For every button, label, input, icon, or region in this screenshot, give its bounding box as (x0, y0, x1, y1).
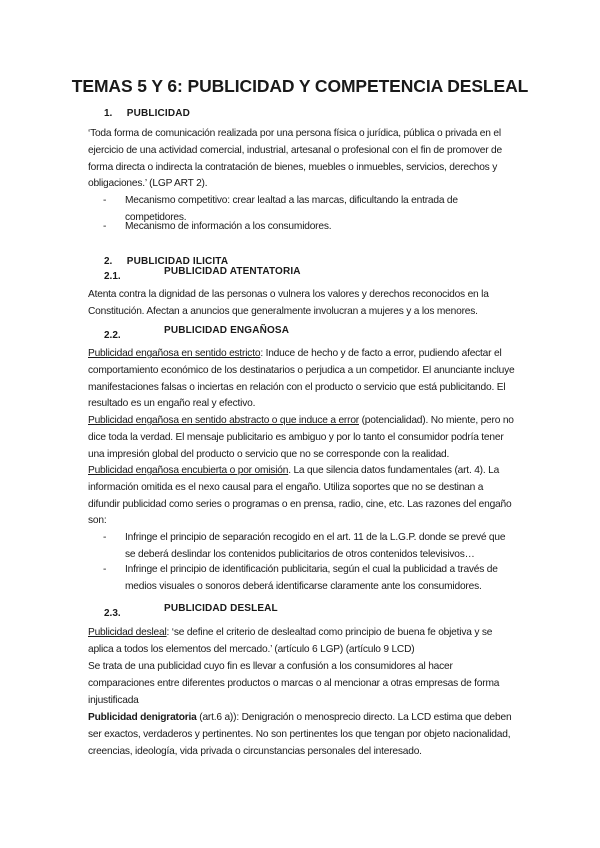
section-number: 2.3. (104, 608, 121, 619)
term-label: Publicidad engañosa en sentido abstracto o que induce a error (88, 415, 359, 426)
desleal-definition-paragraph: Publicidad desleal: ‘se define el criterio de deslealtad como principio de buena fe objetiva y se aplica a todos los elementos del mercado.’ (artículo 6 LGP) (artículo 9 LCD) (88, 627, 493, 655)
atentatoria-text: Atenta contra la dignidad de las personas o vulnera los valores y derechos reconocidos en la Constitución. Afectan a anuncios que generalmente involucran a mujeres y a los menores. (88, 289, 489, 317)
section-title: PUBLICIDAD (126, 108, 190, 119)
term-label: Publicidad engañosa encubierta o por omisión (88, 465, 289, 476)
section-number: 2.2. (104, 330, 121, 341)
bullet-dash: - (103, 564, 107, 575)
section-number: 2. (104, 256, 113, 267)
section-1-heading (104, 103, 190, 121)
term-label: Publicidad engañosa en sentido estricto (88, 348, 261, 359)
list-item: - Infringe el principio de separación recogido en el art. 11 de la L.G.P. donde se prevé que se deberá deslindar los contenidos publicitarios de otros contenidos televisivos… (103, 532, 506, 560)
section-2-3-heading (104, 603, 278, 621)
engañosa-encubierta-paragraph: Publicidad engañosa encubierta o por omisión. La que silencia datos fundamentales (art. 4). La información omitida es el nexo causal para el engaño. Utiliza soportes que no se destinan a difundir publicidad como series o programas o en prensa, radio, cine, etc. Las razones del engaño son: (88, 465, 512, 527)
section-number: 2.1. (104, 271, 121, 282)
list-item: - Mecanismo competitivo: crear lealtad a las marcas, dificultando la entrada de competidores. (103, 195, 458, 223)
denigratoria-paragraph: Publicidad denigratoria (art.6 a)): Denigración o menosprecio directo. La LCD estima que deben ser exactos, verdaderos y pertinentes. No son pertinentes los que tengan por objeto nacionalidad, creencias, ideología, vida privada o circunstancias personales del interesado. (88, 712, 512, 757)
term-label: Publicidad desleal (88, 627, 167, 638)
engañosa-estricto-paragraph: Publicidad engañosa en sentido estricto: Induce de hecho y de facto a error, pudiendo afectar el comportamiento económico de los destinatarios o perjudica a un competidor. El anunciante incluye manifestaciones falsas o inciertas en relación con el producto o servicio que está publicitando. El resultado es un engaño real y efectivo. (88, 348, 515, 410)
section-2-2-heading (104, 325, 290, 343)
section-title: PUBLICIDAD DESLEAL (164, 603, 278, 614)
desleal-description-paragraph: Se trata de una publicidad cuyo fin es llevar a confusión a los consumidores al hacer comparaciones entre diferentes productos o marcas o al mencionar a otras empresas de forma injustificada (88, 661, 500, 706)
engañosa-abstracto-paragraph: Publicidad engañosa en sentido abstracto o que induce a error (potencialidad). No miente, pero no dice toda la verdad. El mensaje publicitario es ambiguo y por lo tanto el consumidor podría tener una impresión global del producto o servicio que no se corresponde con la realidad. (88, 415, 514, 460)
list-item: - Infringe el principio de identificación publicitaria, según el cual la publicidad a través de medios visuales o sonoros deberá identificarse claramente ante los consumidores. (103, 564, 498, 592)
document-title: TEMAS 5 Y 6: PUBLICIDAD Y COMPETENCIA DESLEAL (71, 76, 529, 96)
section-title: PUBLICIDAD ENGAÑOSA (164, 325, 290, 336)
bullet-dash: - (103, 195, 107, 206)
section-2-1-heading (104, 266, 301, 284)
publicidad-definition: ‘Toda forma de comunicación realizada por una persona física o jurídica, pública o privada en el ejercicio de una actividad comercial, industrial, artesanal o profesional con el fin de promover de forma directa o indirecta la contratación de bienes, muebles o inmuebles, servicios, derechos y obligaciones.’ (LGP ART 2). (88, 128, 502, 190)
bullet-dash: - (103, 532, 107, 543)
term-label: Publicidad denigratoria (88, 712, 197, 723)
bullet-dash: - (103, 221, 107, 232)
section-title: PUBLICIDAD ILICITA (126, 256, 229, 267)
list-item: - Mecanismo de información a los consumidores. (104, 219, 516, 236)
section-title: PUBLICIDAD ATENTATORIA (164, 266, 301, 277)
section-number: 1. (104, 108, 113, 119)
